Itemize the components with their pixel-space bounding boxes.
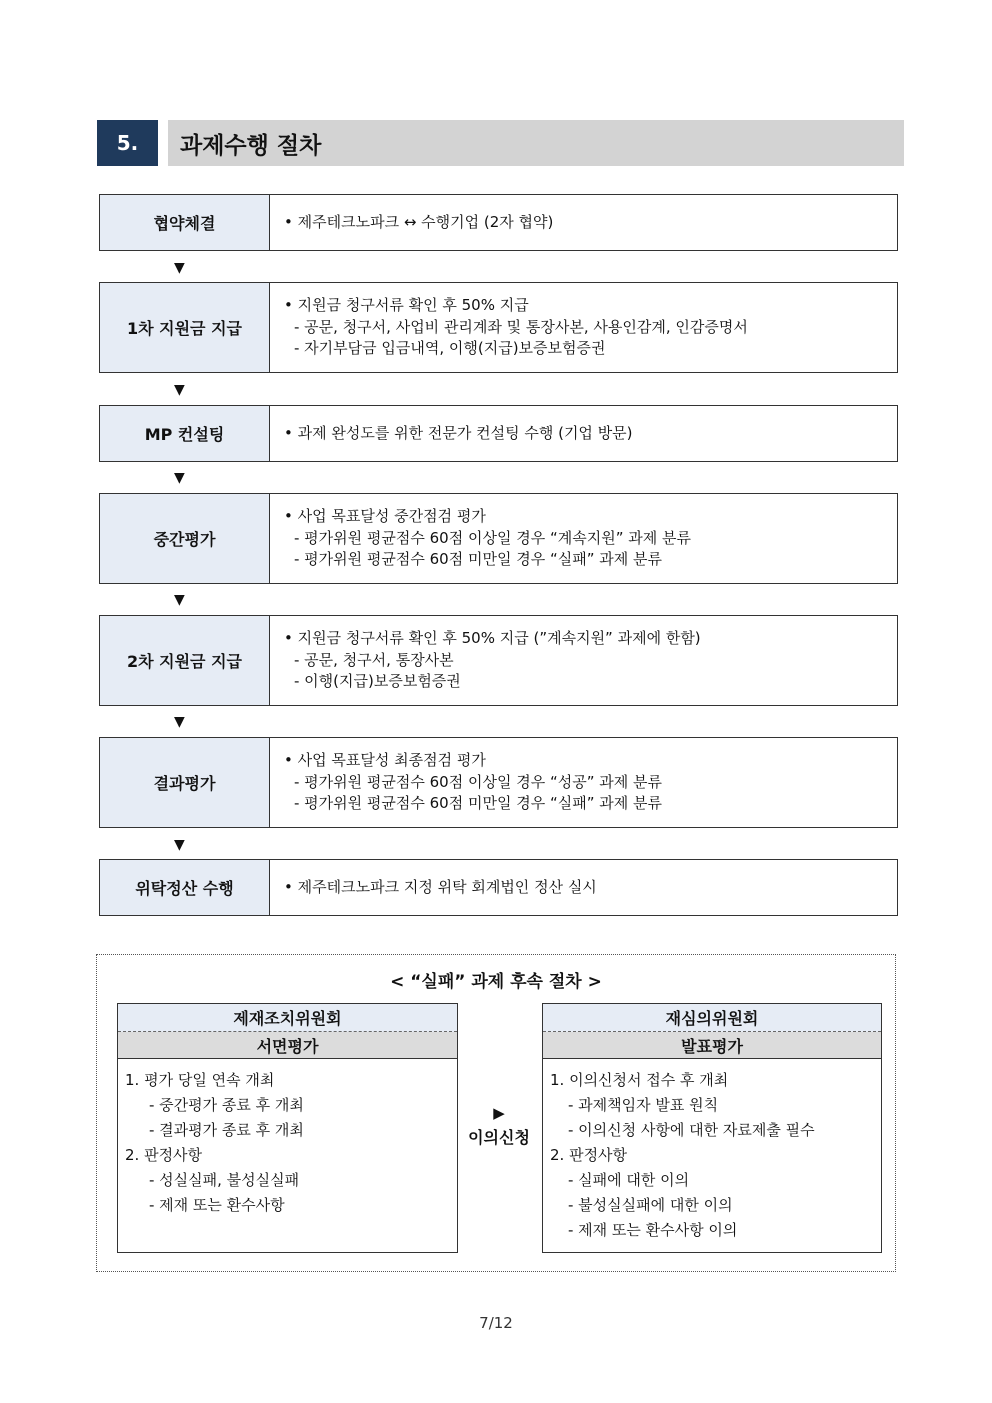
step-bullet: • 제주테크노파크 ↔ 수행기업 (2자 협약) [284, 212, 554, 231]
step-body [270, 860, 897, 915]
step-label: 2차 지원금 지급 [100, 616, 270, 705]
sanction-committee-box [117, 1003, 458, 1253]
appeal-connector [459, 1105, 539, 1148]
detail-line: - 불성실실패에 대한 이의 [568, 1196, 733, 1214]
step-label: 결과평가 [100, 738, 270, 827]
flow-arrow-down-icon: ▼ [174, 260, 185, 276]
detail-line: - 과제책임자 발표 원칙 [568, 1096, 719, 1114]
arrow-right-icon: ▶ [493, 1104, 505, 1122]
step-bullet: • 제주테크노파크 지정 위탁 회계법인 정산 실시 [284, 877, 597, 896]
flow-arrow-down-icon: ▼ [174, 714, 185, 730]
committee-details [118, 1059, 457, 1218]
step-label: 중간평가 [100, 494, 270, 583]
step-sub-item: - 공문, 청구서, 통장사본 [294, 650, 454, 669]
step-body [270, 738, 897, 827]
detail-line: - 제재 또는 환수사항 이의 [568, 1221, 738, 1239]
step-body [270, 195, 897, 250]
detail-line: - 실패에 대한 이의 [568, 1171, 690, 1189]
section-number: 5. [97, 120, 158, 166]
step-sub-item: - 이행(지급)보증보험증권 [294, 672, 461, 691]
step-sub-item: - 자기부담금 입금내역, 이행(지급)보증보험증권 [294, 339, 606, 358]
committee-details [543, 1059, 881, 1243]
detail-line: 1. 평가 당일 연속 개최 [125, 1071, 275, 1089]
detail-line: 2. 판정사항 [550, 1146, 628, 1164]
failure-followup-box [96, 954, 896, 1272]
step-final-evaluation [99, 737, 898, 828]
step-bullet: • 사업 목표달성 최종점검 평가 [284, 751, 486, 770]
step-label: MP 컨설팅 [100, 406, 270, 461]
step-bullet: • 지원금 청구서류 확인 후 50% 지급 (”계속지원” 과제에 한함) [284, 629, 701, 648]
flow-arrow-down-icon: ▼ [174, 592, 185, 608]
step-interim-evaluation [99, 493, 898, 584]
followup-title: < “실패” 과제 후속 절차 > [390, 972, 602, 992]
committee-name: 제재조치위원회 [118, 1004, 457, 1032]
step-settlement [99, 859, 898, 916]
evaluation-type: 서면평가 [118, 1032, 457, 1059]
step-agreement [99, 194, 898, 251]
flow-arrow-down-icon: ▼ [174, 837, 185, 853]
step-sub-item: - 평가위원 평균점수 60점 이상일 경우 “성공” 과제 분류 [294, 772, 662, 791]
detail-line: 1. 이의신청서 접수 후 개최 [550, 1071, 729, 1089]
review-committee-box [542, 1003, 882, 1253]
detail-line: - 중간평가 종료 후 개최 [149, 1096, 304, 1114]
appeal-label: 이의신청 [468, 1128, 530, 1147]
section-title: 과제수행 절차 [168, 120, 904, 166]
step-sub-item: - 공문, 청구서, 사업비 관리계좌 및 통장사본, 사용인감계, 인감증명서 [294, 317, 748, 336]
step-sub-item: - 평가위원 평균점수 60점 이상일 경우 “계속지원” 과제 분류 [294, 528, 691, 547]
step-label: 1차 지원금 지급 [100, 283, 270, 372]
step-bullet: • 과제 완성도를 위한 전문가 컨설팅 수행 (기업 방문) [284, 423, 633, 442]
step-label: 위탁정산 수행 [100, 860, 270, 915]
step-first-payment [99, 282, 898, 373]
step-body [270, 616, 897, 705]
step-body [270, 283, 897, 372]
detail-line: - 결과평가 종료 후 개최 [149, 1121, 304, 1139]
step-label: 협약체결 [100, 195, 270, 250]
page-number: 7/12 [479, 1314, 513, 1332]
step-bullet: • 사업 목표달성 중간점검 평가 [284, 507, 486, 526]
section-header [97, 120, 904, 166]
evaluation-type: 발표평가 [543, 1032, 881, 1059]
detail-line: 2. 판정사항 [125, 1146, 203, 1164]
flow-arrow-down-icon: ▼ [174, 470, 185, 486]
step-sub-item: - 평가위원 평균점수 60점 미만일 경우 “실패” 과제 분류 [294, 794, 662, 813]
step-sub-item: - 평가위원 평균점수 60점 미만일 경우 “실패” 과제 분류 [294, 550, 662, 569]
committee-name: 재심의위원회 [543, 1004, 881, 1032]
detail-line: - 이의신청 사항에 대한 자료제출 필수 [568, 1121, 815, 1139]
step-second-payment [99, 615, 898, 706]
detail-line: - 제재 또는 환수사항 [149, 1196, 285, 1214]
detail-line: - 성실실패, 불성실실패 [149, 1171, 300, 1189]
step-bullet: • 지원금 청구서류 확인 후 50% 지급 [284, 296, 529, 315]
step-body [270, 406, 897, 461]
flow-arrow-down-icon: ▼ [174, 382, 185, 398]
step-mp-consulting [99, 405, 898, 462]
step-body [270, 494, 897, 583]
